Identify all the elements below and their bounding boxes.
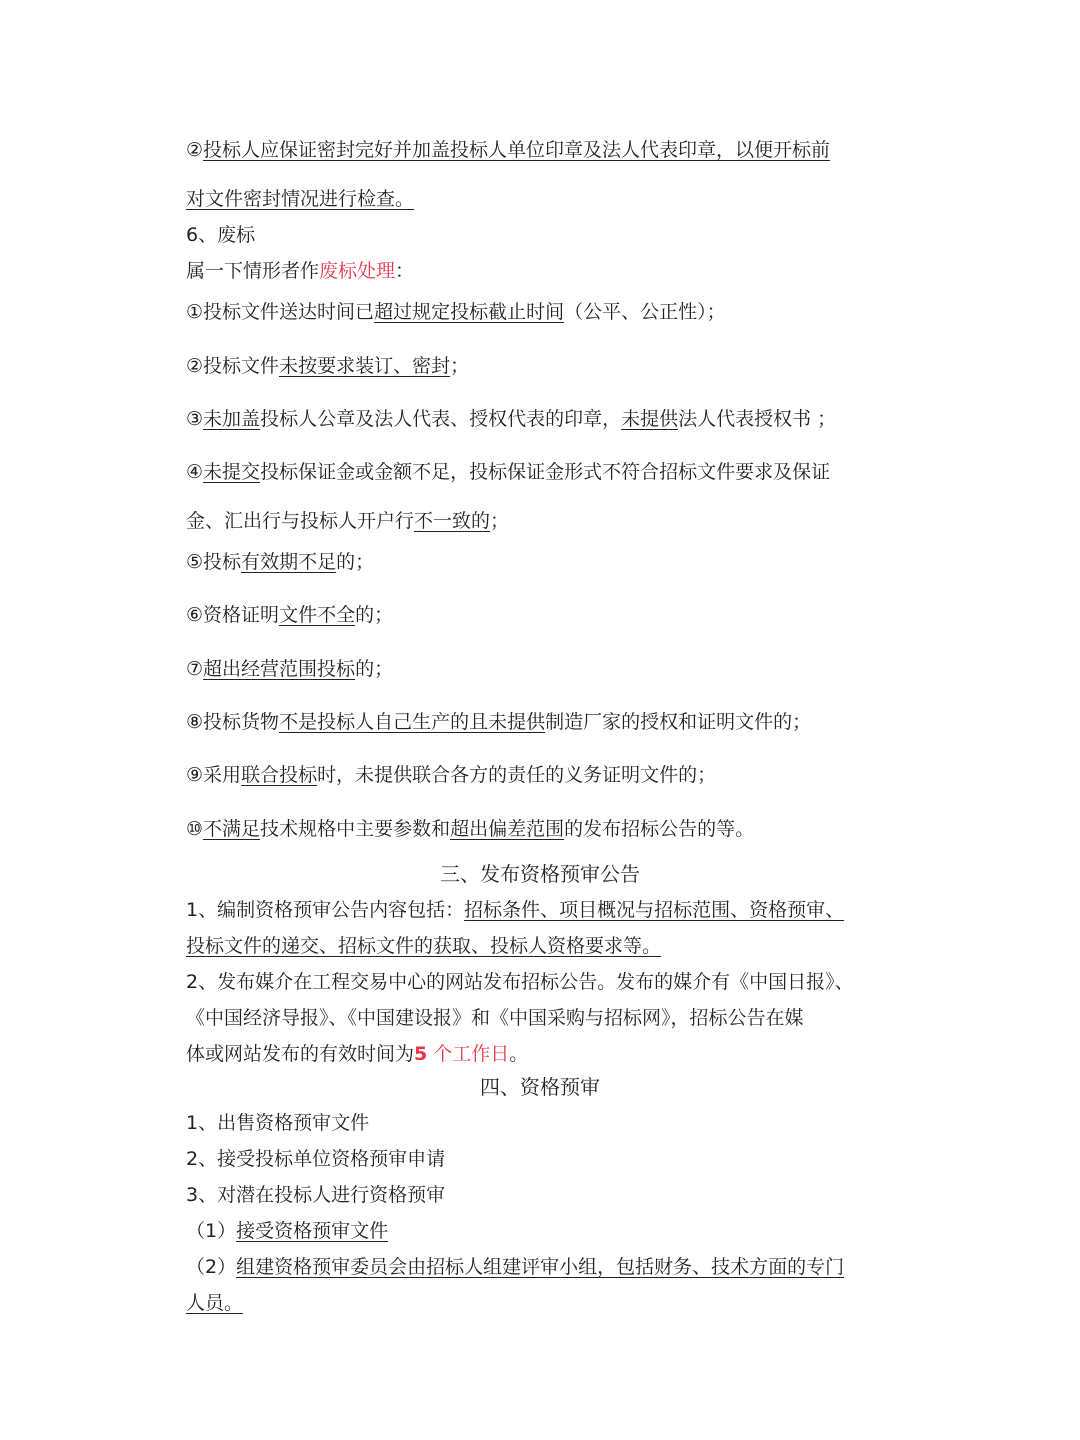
s3-item-2-line-3: 体或网站发布的有效时间为5 个工作日。 [186, 1043, 529, 1065]
rejection-item-6: ⑥资格证明文件不全的； [186, 604, 394, 626]
section-heading-4: 四、资格预审 [480, 1075, 600, 1099]
rejection-item-4: ④未提交投标保证金或金额不足，投标保证金形式不符合招标文件要求及保证 [186, 461, 831, 483]
rejection-item-10: ⑩不满足技术规格中主要参数和超出偏差范围的发布招标公告的等。 [186, 818, 755, 840]
s3-item-2-line-2: 《中国经济导报》、《中国建设报》和《中国采购与招标网》，招标公告在媒 [186, 1007, 804, 1029]
s3-item-2-line-1: 2、发布媒介在工程交易中心的网站发布招标公告。发布的媒介有《中国日报》、 [186, 971, 854, 993]
section-heading-3: 三、发布资格预审公告 [440, 862, 640, 886]
rejection-item-5: ⑤投标有效期不足的； [186, 551, 375, 573]
rejection-highlight: 废标处理 [319, 260, 396, 282]
s3-item-1: 1、编制资格预审公告内容包括：招标条件、项目概况与招标范围、资格预审、 [186, 899, 845, 921]
days-unit: 个工作日 [427, 1043, 510, 1065]
rejection-item-9: ⑨采用联合投标时，未提供联合各方的责任的义务证明文件的； [186, 764, 717, 786]
s4-sub-1: （1）接受资格预审文件 [186, 1220, 389, 1242]
sealing-line-1 [186, 137, 901, 163]
rejection-item-1: ①投标文件送达时间已超过规定投标截止时间（公平、公正性）； [186, 301, 726, 323]
rejection-item-3: ③未加盖投标人公章及法人代表、授权代表的印章，未提供法人代表授权书 ； [186, 408, 837, 430]
sealing-text-2: 对文件密封情况进行检查。 [186, 188, 415, 210]
s4-sub-2-cont: 人员。 [186, 1292, 244, 1314]
days-number: 5 [414, 1043, 428, 1065]
rejection-item-2: ②投标文件未按要求装订、密封； [186, 355, 470, 377]
sealing-line-2 [186, 186, 901, 212]
rejection-item-8: ⑧投标货物不是投标人自己生产的且未提供制造厂家的授权和证明文件的； [186, 711, 812, 733]
rejection-item-4-cont: 金、汇出行与投标人开户行不一致的； [186, 510, 510, 532]
item-marker: ② [186, 139, 204, 161]
s4-item-2: 2、接受投标单位资格预审申请 [186, 1148, 446, 1170]
s4-item-3: 3、对潜在投标人进行资格预审 [186, 1184, 446, 1206]
s4-sub-2: （2）组建资格预审委员会由招标人组建评审小组，包括财务、技术方面的专门 [186, 1256, 845, 1278]
section6-intro: 属一下情形者作废标处理： [186, 260, 415, 282]
section6-title: 6、废标 [186, 224, 256, 246]
rejection-item-7: ⑦超出经营范围投标的； [186, 658, 394, 680]
sealing-text-1: 投标人应保证密封完好并加盖投标人单位印章及法人代表印章，以便开标前 [203, 139, 831, 161]
s3-item-1-cont: 投标文件的递交、招标文件的获取、投标人资格要求等。 [186, 935, 662, 957]
s4-item-1: 1、出售资格预审文件 [186, 1112, 370, 1134]
